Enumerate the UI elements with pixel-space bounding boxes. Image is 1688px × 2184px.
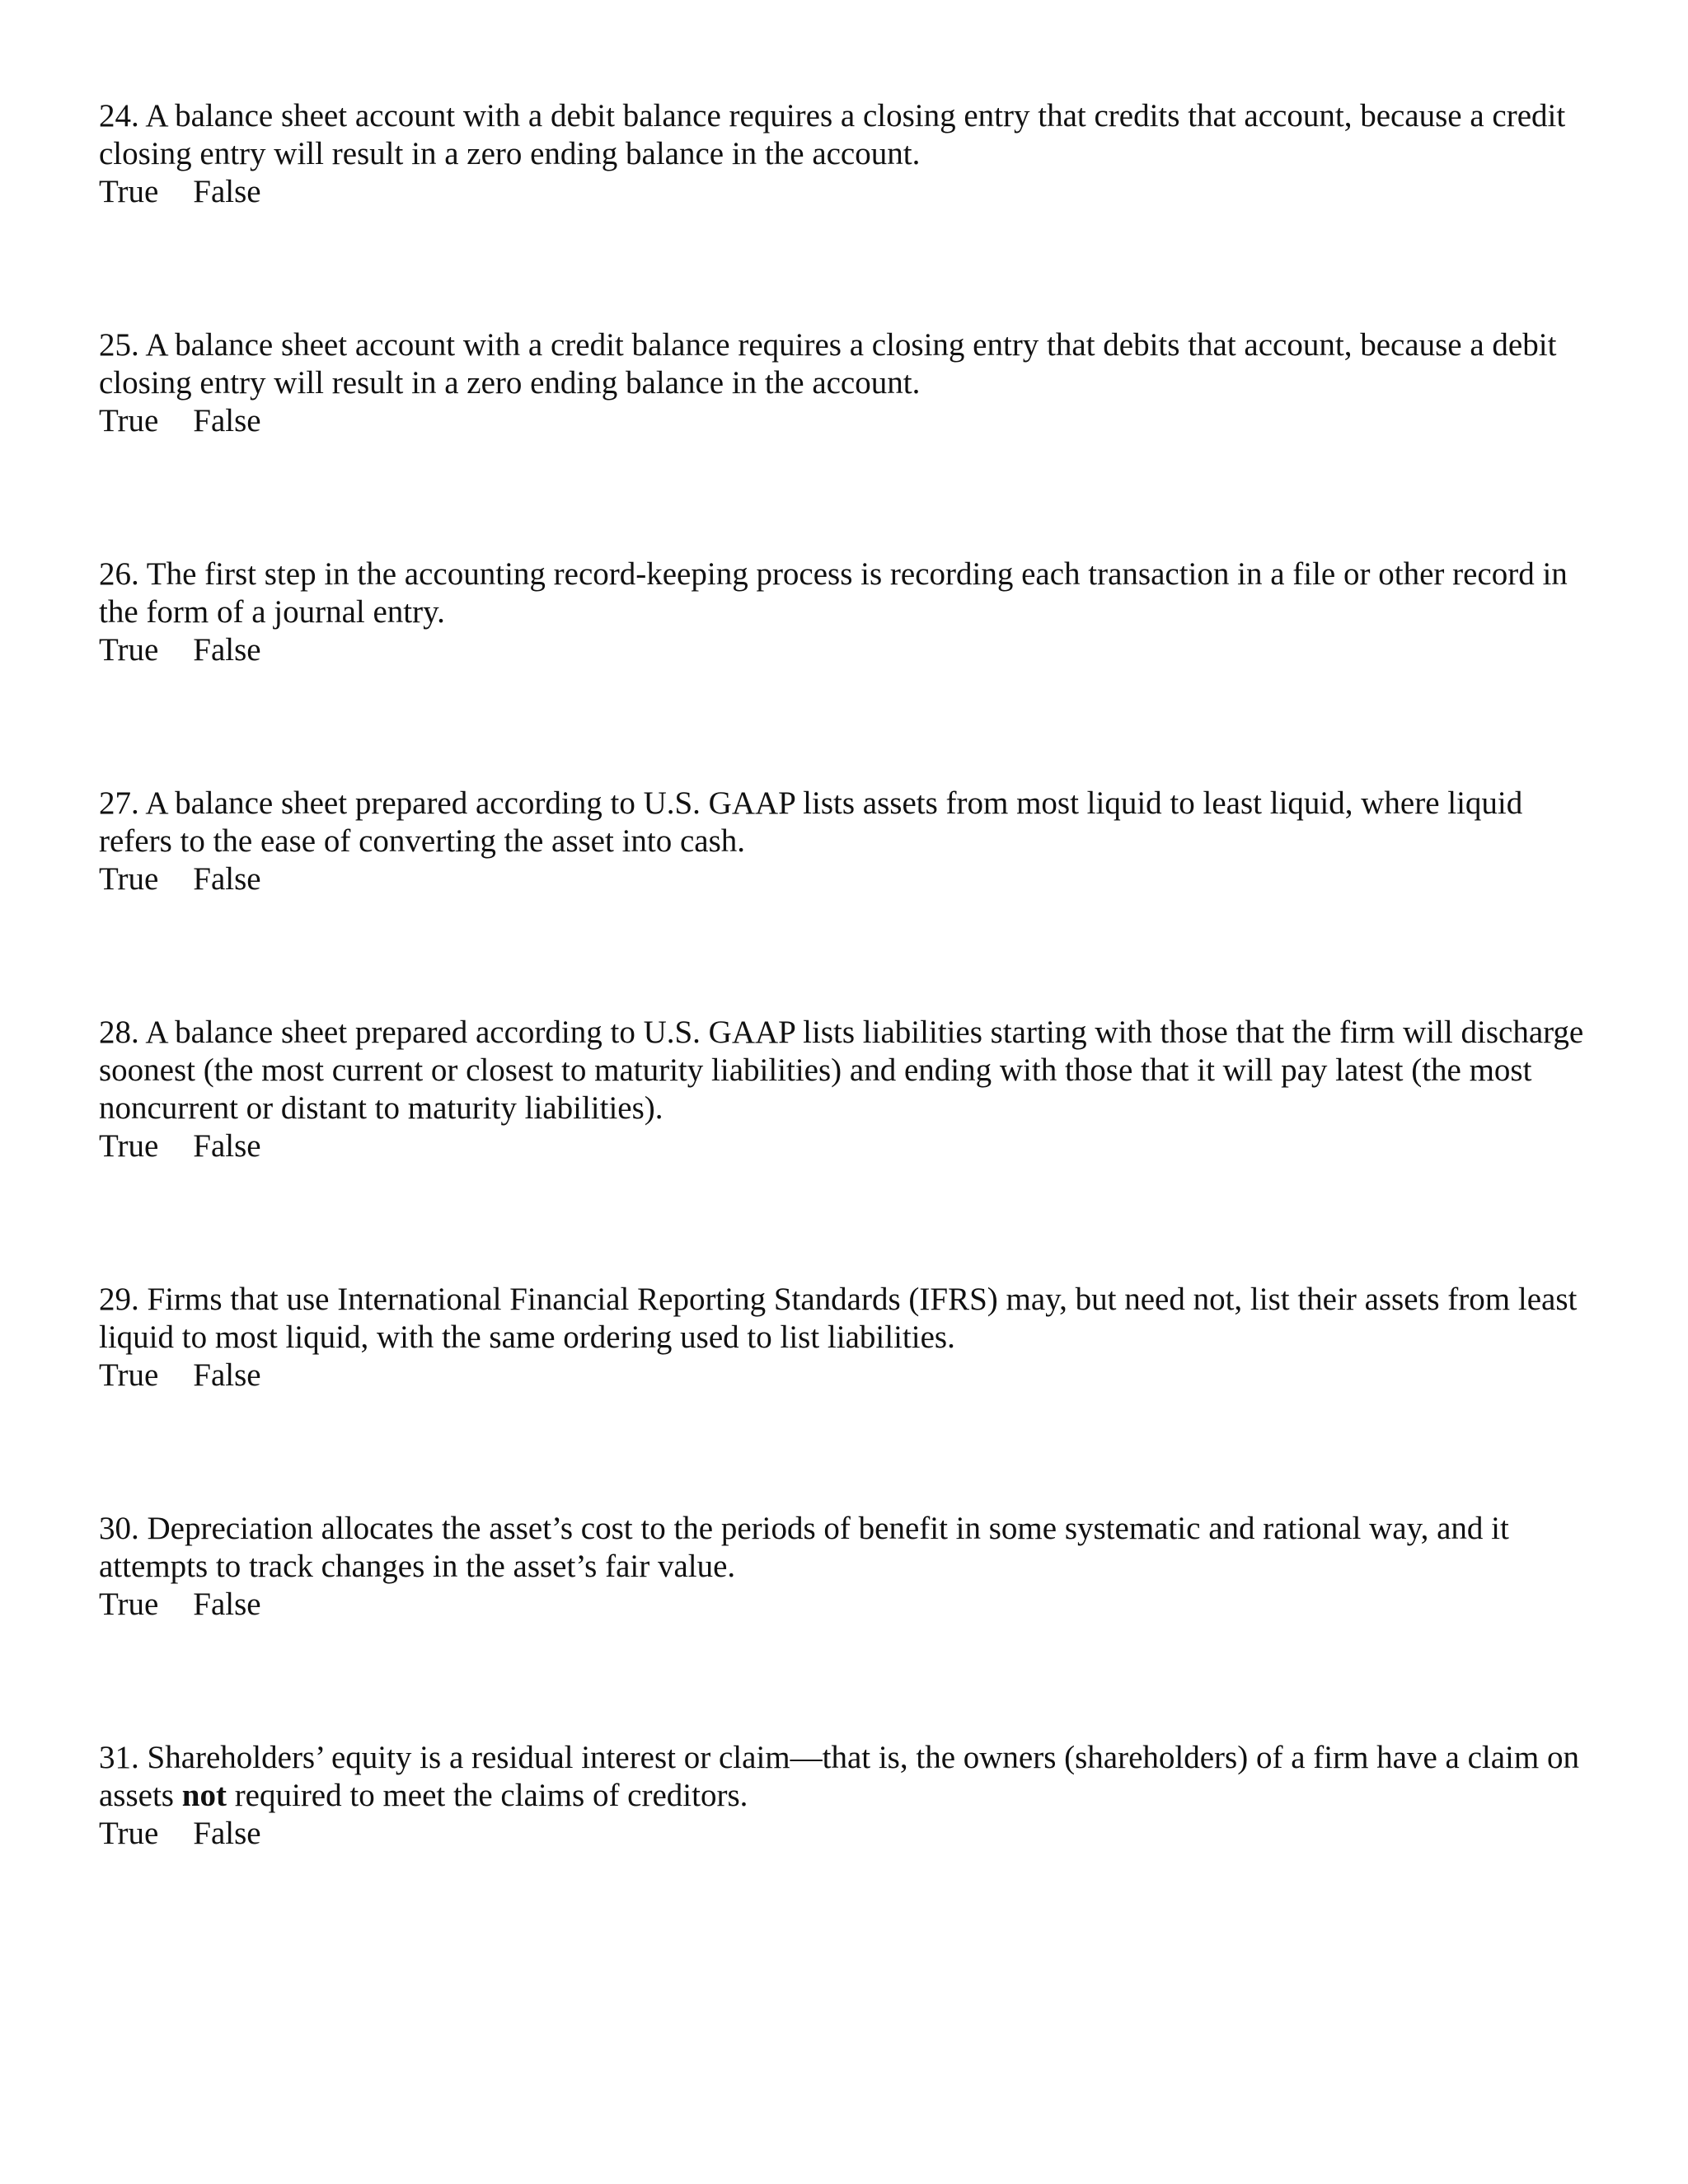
option-false[interactable]: False bbox=[193, 174, 261, 209]
answer-options bbox=[99, 860, 1599, 898]
question-text bbox=[99, 1510, 1599, 1586]
option-false[interactable]: False bbox=[193, 1128, 261, 1164]
option-false[interactable]: False bbox=[193, 632, 261, 668]
question-body: The first step in the accounting record-keeping process is recording each transaction in a file or other record in the form of a journal entry. bbox=[99, 556, 1568, 630]
option-false[interactable]: False bbox=[193, 1357, 261, 1393]
question-text bbox=[99, 1281, 1599, 1357]
answer-options bbox=[99, 1127, 1599, 1165]
question-25 bbox=[99, 326, 1599, 440]
option-false[interactable]: False bbox=[193, 1586, 261, 1622]
option-true[interactable]: True bbox=[99, 861, 159, 897]
question-number: 28. bbox=[99, 1015, 139, 1050]
option-true[interactable]: True bbox=[99, 1816, 159, 1851]
question-body: A balance sheet account with a credit balance requires a closing entry that debits that account, because a debit closing entry will result in a zero ending balance in the account. bbox=[99, 327, 1557, 401]
option-false[interactable]: False bbox=[193, 1816, 261, 1851]
option-true[interactable]: True bbox=[99, 1586, 159, 1622]
question-body: Firms that use International Financial Reporting Standards (IFRS) may, but need not, list their assets from least liquid to most liquid, with the same ordering used to list liabilities. bbox=[99, 1282, 1578, 1355]
option-true[interactable]: True bbox=[99, 632, 159, 668]
option-false[interactable]: False bbox=[193, 403, 261, 438]
question-body: A balance sheet prepared according to U.S. GAAP lists assets from most liquid to least liquid, where liquid refers to the ease of converting the asset into cash. bbox=[99, 785, 1523, 859]
question-body-start: Shareholders’ equity is a residual interest or claim—that is, the owners (shareholders) of a firm have a claim on assets bbox=[99, 1740, 1579, 1813]
answer-options bbox=[99, 631, 1599, 669]
question-number: 26. bbox=[99, 556, 139, 592]
question-number: 31. bbox=[99, 1740, 139, 1775]
emphasis-not: not bbox=[181, 1778, 227, 1813]
question-26 bbox=[99, 555, 1599, 669]
question-body: A balance sheet prepared according to U.S. GAAP lists liabilities starting with those that the firm will discharge soonest (the most current or closest to maturity liabilities) and ending with those that it will pay latest (the most noncurrent or distant to maturity liabilities). bbox=[99, 1015, 1584, 1126]
option-false[interactable]: False bbox=[193, 861, 261, 897]
question-27 bbox=[99, 785, 1599, 898]
question-30 bbox=[99, 1510, 1599, 1624]
question-text bbox=[99, 555, 1599, 631]
question-28 bbox=[99, 1014, 1599, 1165]
question-number: 27. bbox=[99, 785, 139, 821]
question-31 bbox=[99, 1739, 1599, 1853]
option-true[interactable]: True bbox=[99, 1128, 159, 1164]
answer-options bbox=[99, 402, 1599, 440]
question-text bbox=[99, 97, 1599, 173]
question-number: 30. bbox=[99, 1511, 139, 1546]
option-true[interactable]: True bbox=[99, 1357, 159, 1393]
question-29 bbox=[99, 1281, 1599, 1394]
option-true[interactable]: True bbox=[99, 174, 159, 209]
question-24 bbox=[99, 97, 1599, 211]
question-body: A balance sheet account with a debit balance requires a closing entry that credits that account, because a credit closing entry will result in a zero ending balance in the account. bbox=[99, 98, 1566, 171]
question-text bbox=[99, 785, 1599, 860]
question-text bbox=[99, 1739, 1599, 1815]
answer-options bbox=[99, 1815, 1599, 1853]
answer-options bbox=[99, 1357, 1599, 1394]
question-body-end: required to meet the claims of creditors. bbox=[234, 1778, 748, 1813]
question-text bbox=[99, 326, 1599, 402]
question-number: 24. bbox=[99, 98, 139, 134]
answer-options bbox=[99, 173, 1599, 211]
question-number: 25. bbox=[99, 327, 139, 363]
question-body: Depreciation allocates the asset’s cost to the periods of benefit in some systematic and rational way, and it attempts to track changes in the asset’s fair value. bbox=[99, 1511, 1509, 1584]
question-number: 29. bbox=[99, 1282, 139, 1317]
answer-options bbox=[99, 1586, 1599, 1624]
question-text bbox=[99, 1014, 1599, 1127]
option-true[interactable]: True bbox=[99, 403, 159, 438]
